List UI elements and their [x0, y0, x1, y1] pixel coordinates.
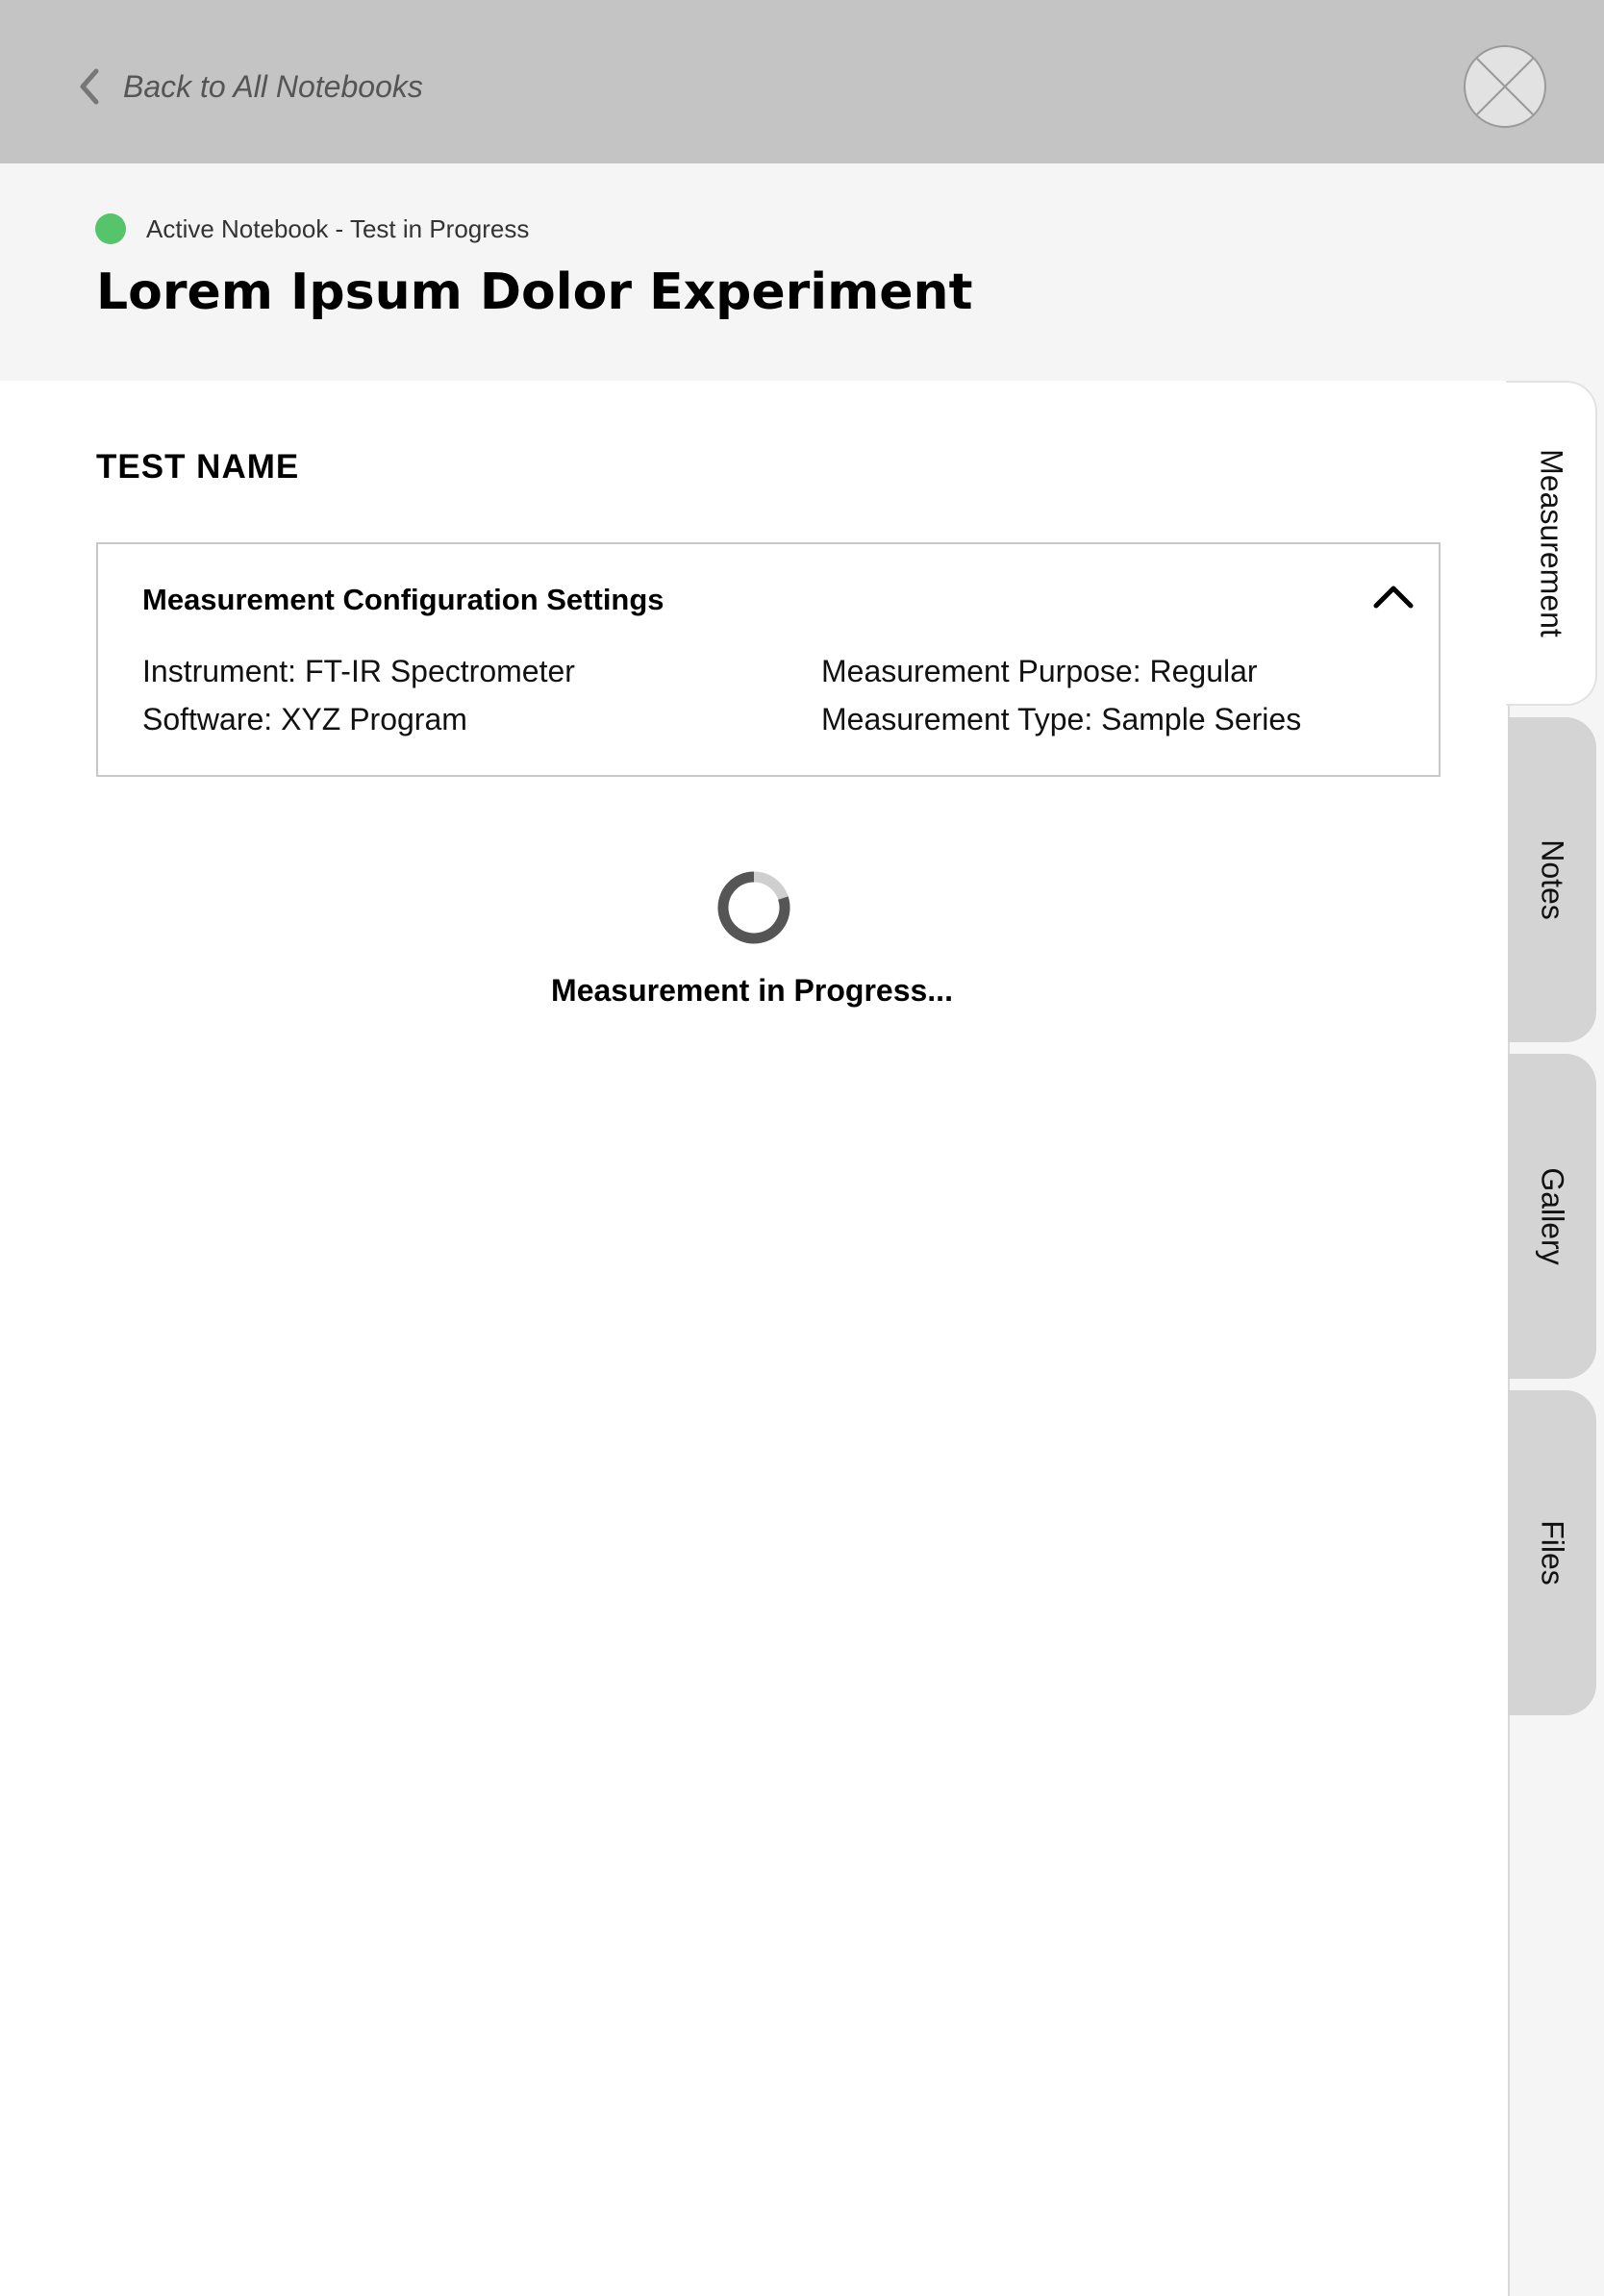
back-to-notebooks-link[interactable] [75, 58, 423, 115]
test-name-heading: TEST NAME [96, 448, 300, 486]
tab-files[interactable] [1508, 1390, 1596, 1715]
top-bar [0, 0, 1604, 163]
tab-measurement-label: Measurement [1534, 449, 1568, 637]
progress-label: Measurement in Progress... [551, 973, 953, 1008]
measurement-progress-text [0, 973, 1508, 1009]
config-type: Measurement Type: Sample Series [821, 702, 1302, 736]
tab-notes-label: Notes [1535, 839, 1570, 920]
loading-spinner-icon [715, 869, 792, 946]
status-indicator-dot [95, 213, 126, 244]
page-title: Lorem Ipsum Dolor Experiment [96, 263, 973, 321]
tab-gallery[interactable] [1508, 1054, 1596, 1379]
tab-files-label: Files [1535, 1520, 1570, 1585]
status-text: Active Notebook - Test in Progress [146, 213, 530, 243]
back-link-label: Back to All Notebooks [123, 68, 423, 104]
collapse-config-button[interactable] [1369, 577, 1417, 615]
close-button[interactable] [1463, 44, 1547, 129]
measurement-config-card [96, 542, 1441, 777]
config-card-title: Measurement Configuration Settings [142, 583, 664, 616]
chevron-left-icon [75, 65, 102, 108]
close-icon [1463, 44, 1547, 129]
measurement-panel [0, 381, 1508, 2296]
chevron-up-icon [1369, 577, 1417, 615]
notebook-status [95, 213, 529, 244]
config-purpose: Measurement Purpose: Regular [821, 654, 1258, 688]
tab-notes[interactable] [1508, 717, 1596, 1042]
config-instrument: Instrument: FT-IR Spectrometer [142, 654, 575, 688]
tab-measurement[interactable] [1506, 381, 1597, 706]
config-software: Software: XYZ Program [142, 702, 467, 736]
notebook-header [0, 163, 1604, 381]
tab-gallery-label: Gallery [1535, 1167, 1570, 1265]
